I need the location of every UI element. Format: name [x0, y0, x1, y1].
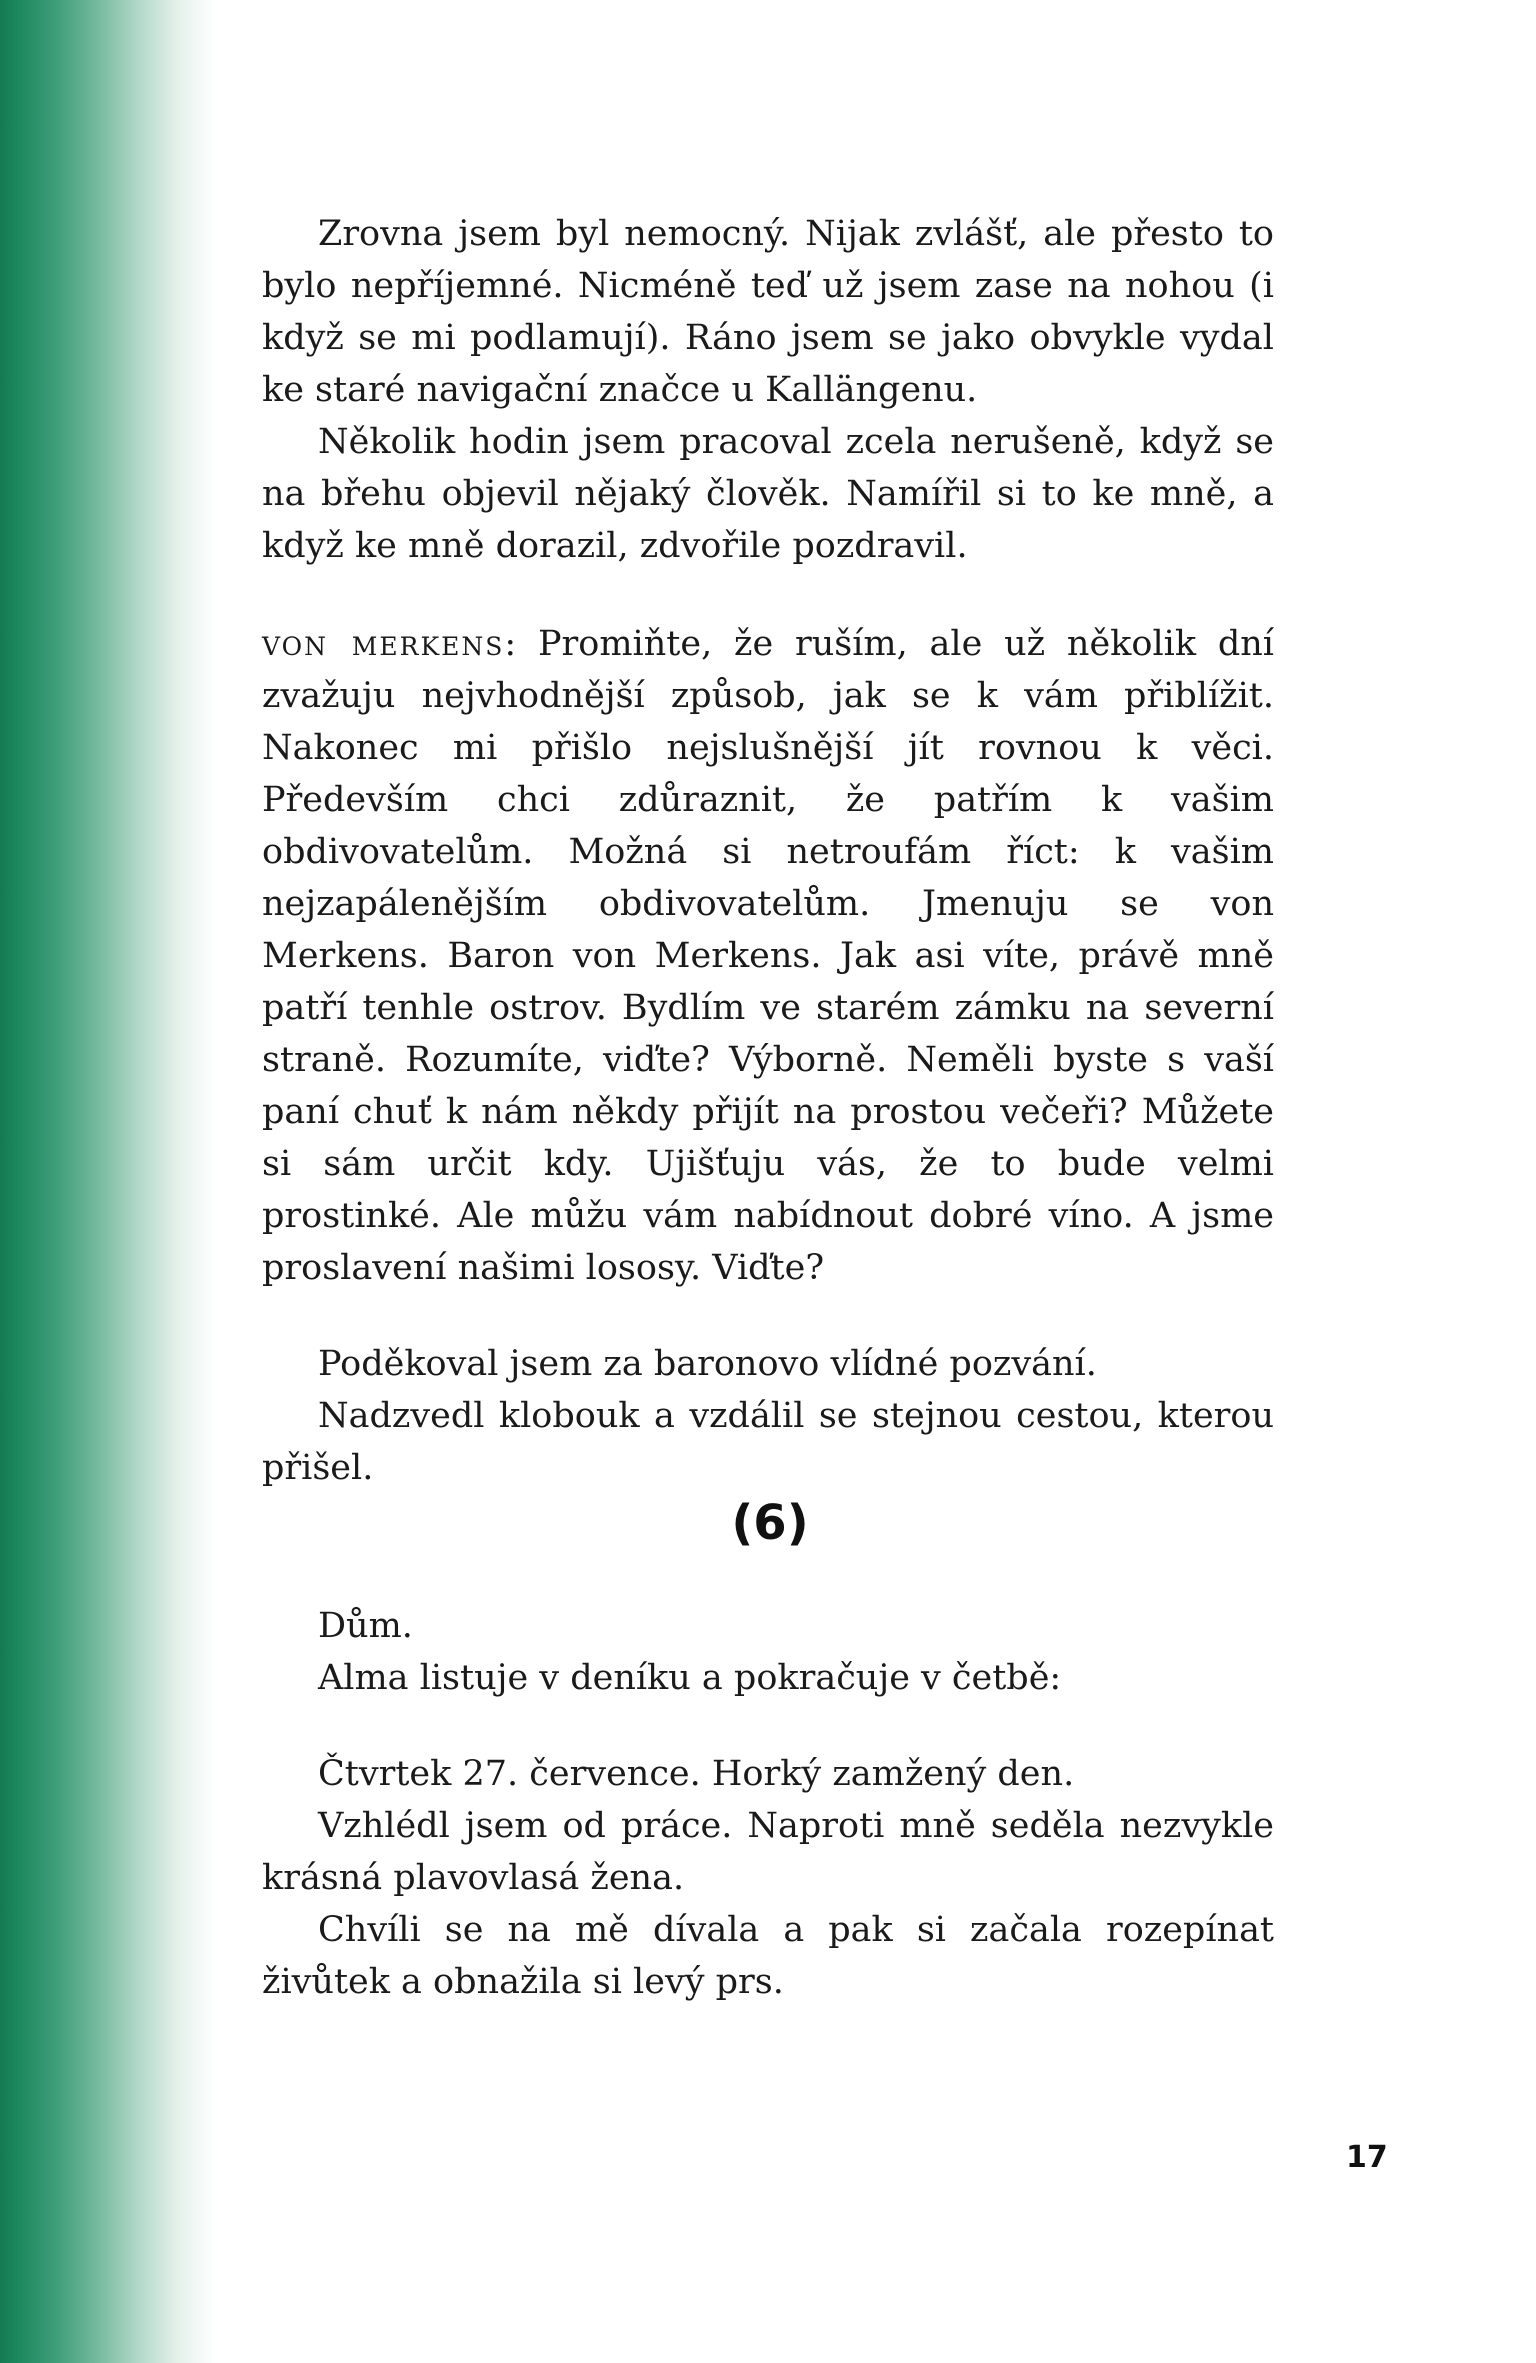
paragraph: Několik hodin jsem pracoval zcela nerušeně, když se na břehu objevil nějaký člověk. Namířil si to ke mně, a když ke mně dorazil, zdvořile pozdravil.: [262, 422, 1274, 566]
paragraph: Poděkoval jsem za baronovo vlídné pozvání.: [318, 1344, 1097, 1384]
paragraph: Chvíli se na mě dívala a pak si začala rozepínat živůtek a obnažila si levý prs.: [262, 1910, 1274, 2002]
paragraph: Čtvrtek 27. července. Horký zamžený den.: [318, 1754, 1075, 1794]
page-number: 17: [1346, 2140, 1388, 2175]
paragraph: Dům.: [318, 1606, 413, 1646]
body-text-section-1: [262, 208, 1274, 1494]
body-text-section-2: [262, 1600, 1274, 2008]
dialogue-paragraph: [262, 618, 1274, 1294]
green-spine-gradient: [0, 0, 215, 2363]
paragraph: Alma listuje v deníku a pokračuje v četbě:: [318, 1658, 1062, 1698]
paragraph: Nadzvedl klobouk a vzdálil se stejnou cestou, kterou přišel.: [262, 1396, 1274, 1488]
paragraph: Zrovna jsem byl nemocný. Nijak zvlášť, ale přesto to bylo nepříjemné. Nicméně teď už jsem zase na nohou (i když se mi podlamují). Ráno jsem se jako obvykle vydal ke staré navigační značce u Kallängenu.: [262, 214, 1274, 410]
speaker-name: von merkens: [262, 624, 505, 664]
paragraph: Vzhlédl jsem od práce. Naproti mně seděla nezvykle krásná plavovlasá žena.: [262, 1806, 1274, 1898]
speech-text: : Promiňte, že ruším, ale už několik dní zvažuju nejvhodnější způsob, jak se k vám přiblížit. Nakonec mi přišlo nejslušnější jít rovnou k věci. Především chci zdůraznit, že patřím k vašim obdivovatelům. Možná si netroufám říct: k vašim nejzapálenějším obdivovatelům. Jmenuju se von Merkens. Baron von Merkens. Jak asi víte, právě mně patří tenhle ostrov. Bydlím ve starém zámku na severní straně. Rozumíte, viďte? Výborně. Neměli byste s vaší paní chuť k nám někdy přijít na prostou večeři? Můžete si sám určit kdy. Ujišťuju vás, že to bude velmi prostinké. Ale můžu vám nabídnout dobré víno. A jsme proslavení našimi lososy. Viďte?: [262, 624, 1274, 1288]
chapter-heading: (6): [731, 1495, 809, 1551]
